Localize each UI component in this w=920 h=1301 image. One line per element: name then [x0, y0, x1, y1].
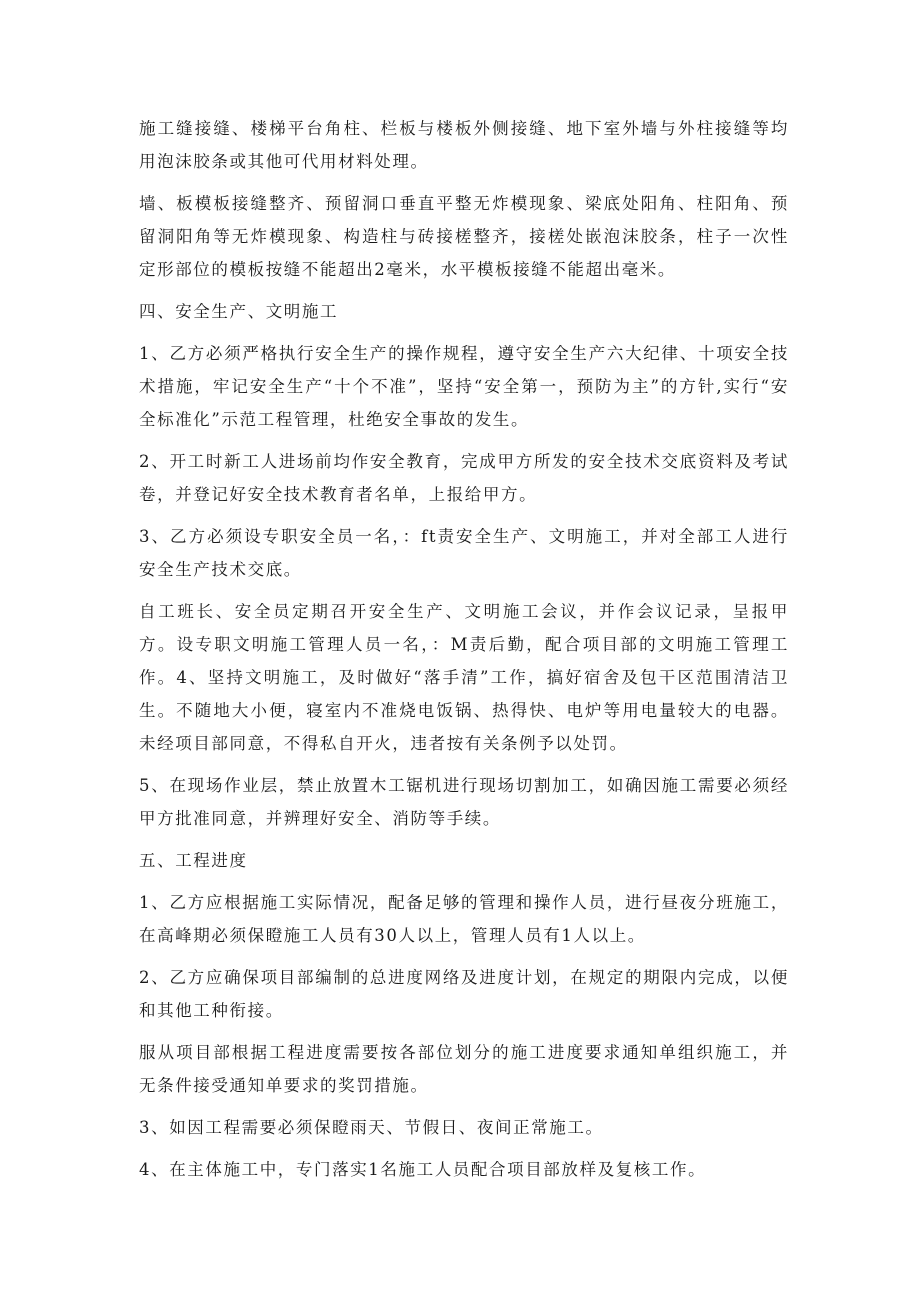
document-body	[139, 112, 789, 1195]
paragraph-formwork-joints: 墙、板模板接缝整齐、预留洞口垂直平整无炸模现象、梁底处阳角、柱阳角、预留洞阳角等无炸模现象、构造柱与砖接槎整齐，接槎处嵌泡沫胶条，柱子一次性定形部位的模板按缝不能超出2毫米，水平模板接缝不能超出毫米。	[139, 194, 789, 279]
section-heading-progress: 五、工程进度	[139, 851, 248, 870]
paragraph-safety-1: 1、乙方必须严格执行安全生产的操作规程，遵守安全生产六大纪律、十项安全技术措施，牢记安全生产“十个不准”，坚持“安全第一，预防为主”的方针,实行“安全标准化”示范工程管理，杜绝安全事故的发生。	[139, 344, 789, 429]
paragraph-joint-treatment: 施工缝接缝、楼梯平台角柱、栏板与楼板外侧接缝、地下室外墙与外柱接缝等均用泡沫胶条或其他可代用材料处理。	[139, 119, 789, 171]
paragraph-progress-3: 3、如因工程需要必须保瞪雨天、节假日、夜间正常施工。	[139, 1118, 604, 1137]
paragraph-progress-notice: 服从项目部根据工程进度需要按各部位划分的施工进度要求通知单组织施工，并无条件接受通知单要求的奖罚措施。	[139, 1043, 789, 1095]
paragraph-safety-5: 5、在现场作业层，禁止放置木工锯机进行现场切割加工，如确因施工需要必须经甲方批准同意，并辨理好安全、消防等手续。	[139, 776, 789, 828]
paragraph-progress-1: 1、乙方应根据施工实际情况，配备足够的管理和操作人员，进行昼夜分班施工，在高峰期必须保瞪施工人员有30人以上，管理人员有1人以上。	[139, 893, 789, 945]
paragraph-safety-meetings: 自工班长、安全员定期召开安全生产、文明施工会议，并作会议记录，呈报甲方。设专职文明施工管理人员一名，：M责后勤，配合项目部的文明施工管理工作。4、坚持文明施工，及时做好“落手清”工作，搞好宿舍及包干区范围清洁卫生。不随地大小便，寝室内不准烧电饭锅、热得快、电炉等用电量较大的电器。未经项目部同意，不得私自开火，违者按有关条例予以处罚。	[139, 602, 789, 753]
paragraph-safety-3: 3、乙方必须设专职安全员一名，：ft责安全生产、文明施工，并对全部工人进行安全生产技术交底。	[139, 527, 789, 579]
paragraph-progress-2: 2、乙方应确保项目部编制的总进度网络及进度计划，在规定的期限内完成，以便和其他工种衔接。	[139, 968, 789, 1020]
section-heading-safety: 四、安全生产、文明施工	[139, 302, 339, 321]
paragraph-progress-4: 4、在主体施工中，专门落实1名施工人员配合项目部放样及复核工作。	[139, 1160, 707, 1179]
paragraph-safety-2: 2、开工时新工人进场前均作安全教育，完成甲方所发的安全技术交底资料及考试卷，并登记好安全技术教育者名单，上报给甲方。	[139, 452, 789, 504]
